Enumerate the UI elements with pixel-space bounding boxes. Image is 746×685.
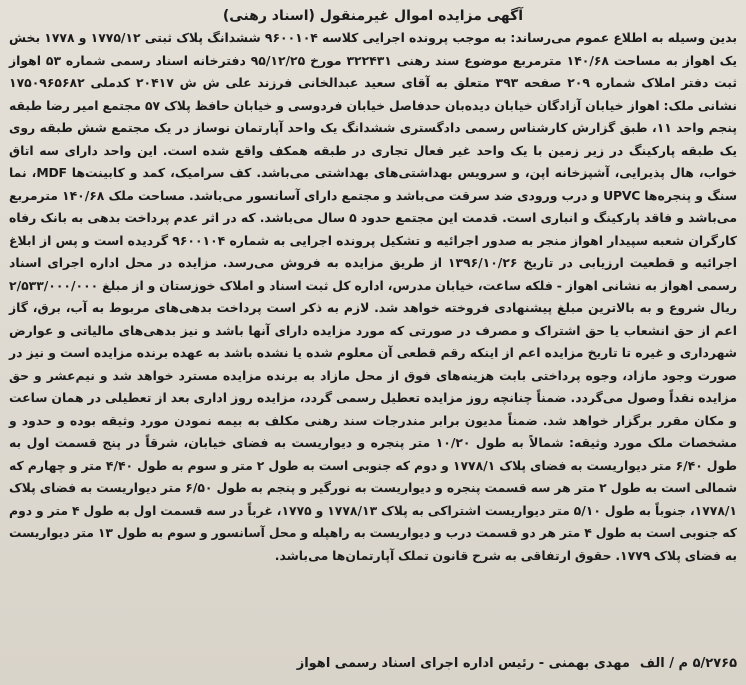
notice-footer — [9, 652, 737, 676]
notice-body-text: بدین وسیله به اطلاع عموم می‌رساند: به موجب پرونده اجرایی کلاسه ۹۶۰۰۱۰۴ ششدانگ پلاک ثبتی ۱۷۷۵/۱۲ و ۱۷۷۸ بخش یک اهواز به مساحت ۱۴۰/۶۸ مترمربع موضوع سند رهنی ۳۲۲۴۳۱ مورخ ۹۵/۱۲/۲۵ دفترخانه اسناد رسمی شماره ۵۳ اهواز ثبت دفتر املاک شماره ۲۰۹ صفحه ۳۹۳ متعلق به آقای سعید عبدالخانی فرزند علی ش ش ۲۰۴۱۷ کدملی ۱۷۵۰۹۶۵۶۸۲ نشانی ملک: اهواز خیابان آزادگان خیابان دیده‌بان حدفاصل خیابان فردوسی و خیابان حافظ پلاک ۵۷ مجتمع امیر رضا طبقه پنجم واحد ۱۱، طبق گزارش کارشناس رسمی دادگستری ششدانگ یک واحد آپارتمان نوساز در یک مجتمع شش طبقه روی یک طبقه پارکینگ در زیر زمین با یک واحد غیر فعال تجاری در طبقه همکف واقع شده است. این واحد دارای سه اتاق خواب، هال پذیرایی، آشپزخانه اپن، و سرویس بهداشتی‌های بهداشتی می‌باشد. کف سرامیک، کمد و کابینت‌ها MDF، نما سنگ و پنجره‌ها UPVC و درب ورودی ضد سرقت می‌باشد و مجتمع دارای آسانسور می‌باشد. مساحت ملک ۱۴۰/۶۸ مترمربع می‌باشد و فاقد پارکینگ و انباری است. قدمت این مجتمع حدود ۵ سال می‌باشد. که در اثر عدم پرداخت بدهی به بانک رفاه کارگران شعبه سپیدار اهواز منجر به صدور اجرائیه و تشکیل پرونده اجرایی به شماره ۹۶۰۰۱۰۴ گردیده است و پس از ابلاغ اجرائیه و قطعیت ارزیابی در تاریخ ۱۳۹۶/۱۰/۲۶ از طریق مزایده به فروش می‌رسد. مزایده در محل اداره اجرای اسناد رسمی اهواز به نشانی اهواز - فلکه ساعت، خیابان مدرس، اداره کل ثبت اسناد و املاک خوزستان و از مبلغ ۲/۵۳۳/۰۰۰/۰۰۰ ریال شروع و به بالاترین مبلغ پیشنهادی فروخته خواهد شد. لازم به ذکر است پرداخت بدهی‌های مربوط به آب، برق، گاز اعم از حق انشعاب یا حق اشتراک و مصرف در صورتی که مورد مزایده دارای آنها باشد و نیز بدهی‌های مالیاتی و عوارض شهرداری و غیره تا تاریخ مزایده اعم از اینکه رقم قطعی آن معلوم شده یا نشده باشد به عهده برنده مزایده است و نیز در صورت وجود مازاد، وجوه پرداختی بابت هزینه‌های فوق از محل مازاد به برنده مزایده مسترد خواهد شد و نیم‌عشر و حق مزایده نقداً وصول می‌گردد. ضمناً چنانچه روز مزایده تعطیل رسمی گردد، مزایده روز اداری بعد از تعطیلی در همان ساعت و مکان مقرر برگزار خواهد شد. ضمناً مدیون برابر مندرجات سند رهنی مکلف به بیمه نمودن مورد وثیقه بوده و حدود و مشخصات ملک مورد وثیقه: شمالاً به طول ۱۰/۲۰ متر پنجره و دیواریست به فضای خیابان، شرقاً در پنج قسمت اول به طول ۶/۴۰ متر دیواریست به فضای پلاک ۱۷۷۸/۱ و دوم که جنوبی است به طول ۲ متر و سوم به طول ۴/۴۰ متر و چهارم که شمالی است به طول ۲ متر هر سه قسمت پنجره و دیواریست به نورگیر و پنجم به طول ۶/۵۰ متر دیواریست به فضای پلاک ۱۷۷۸/۱، جنوباً به طول ۵/۱۰ متر دیواریست اشتراکی به پلاک ۱۷۷۸/۱۳ و ۱۷۷۵، غرباً در سه قسمت اول به طول ۴ متر و دوم که جنوبی است به طول ۴ متر هر دو قسمت درب و دیواریست به راهپله و محل آسانسور و سوم به طول ۱۳ متر دیواریست به فضای پلاک ۱۷۷۹. حقوق ارتفاقی به شرح قانون تملک آپارتمان‌ها می‌باشد. — [9, 30, 738, 563]
notice-title: آگهی مزایده اموال غیرمنقول (اسناد رهنی) — [222, 8, 524, 24]
notice-code: ۵/۲۷۶۵ م / الف — [639, 656, 737, 671]
notice-signer: مهدی بهمنی - رئیس اداره اجرای اسناد رسمی اهواز — [296, 656, 630, 671]
notice-body — [9, 27, 737, 567]
